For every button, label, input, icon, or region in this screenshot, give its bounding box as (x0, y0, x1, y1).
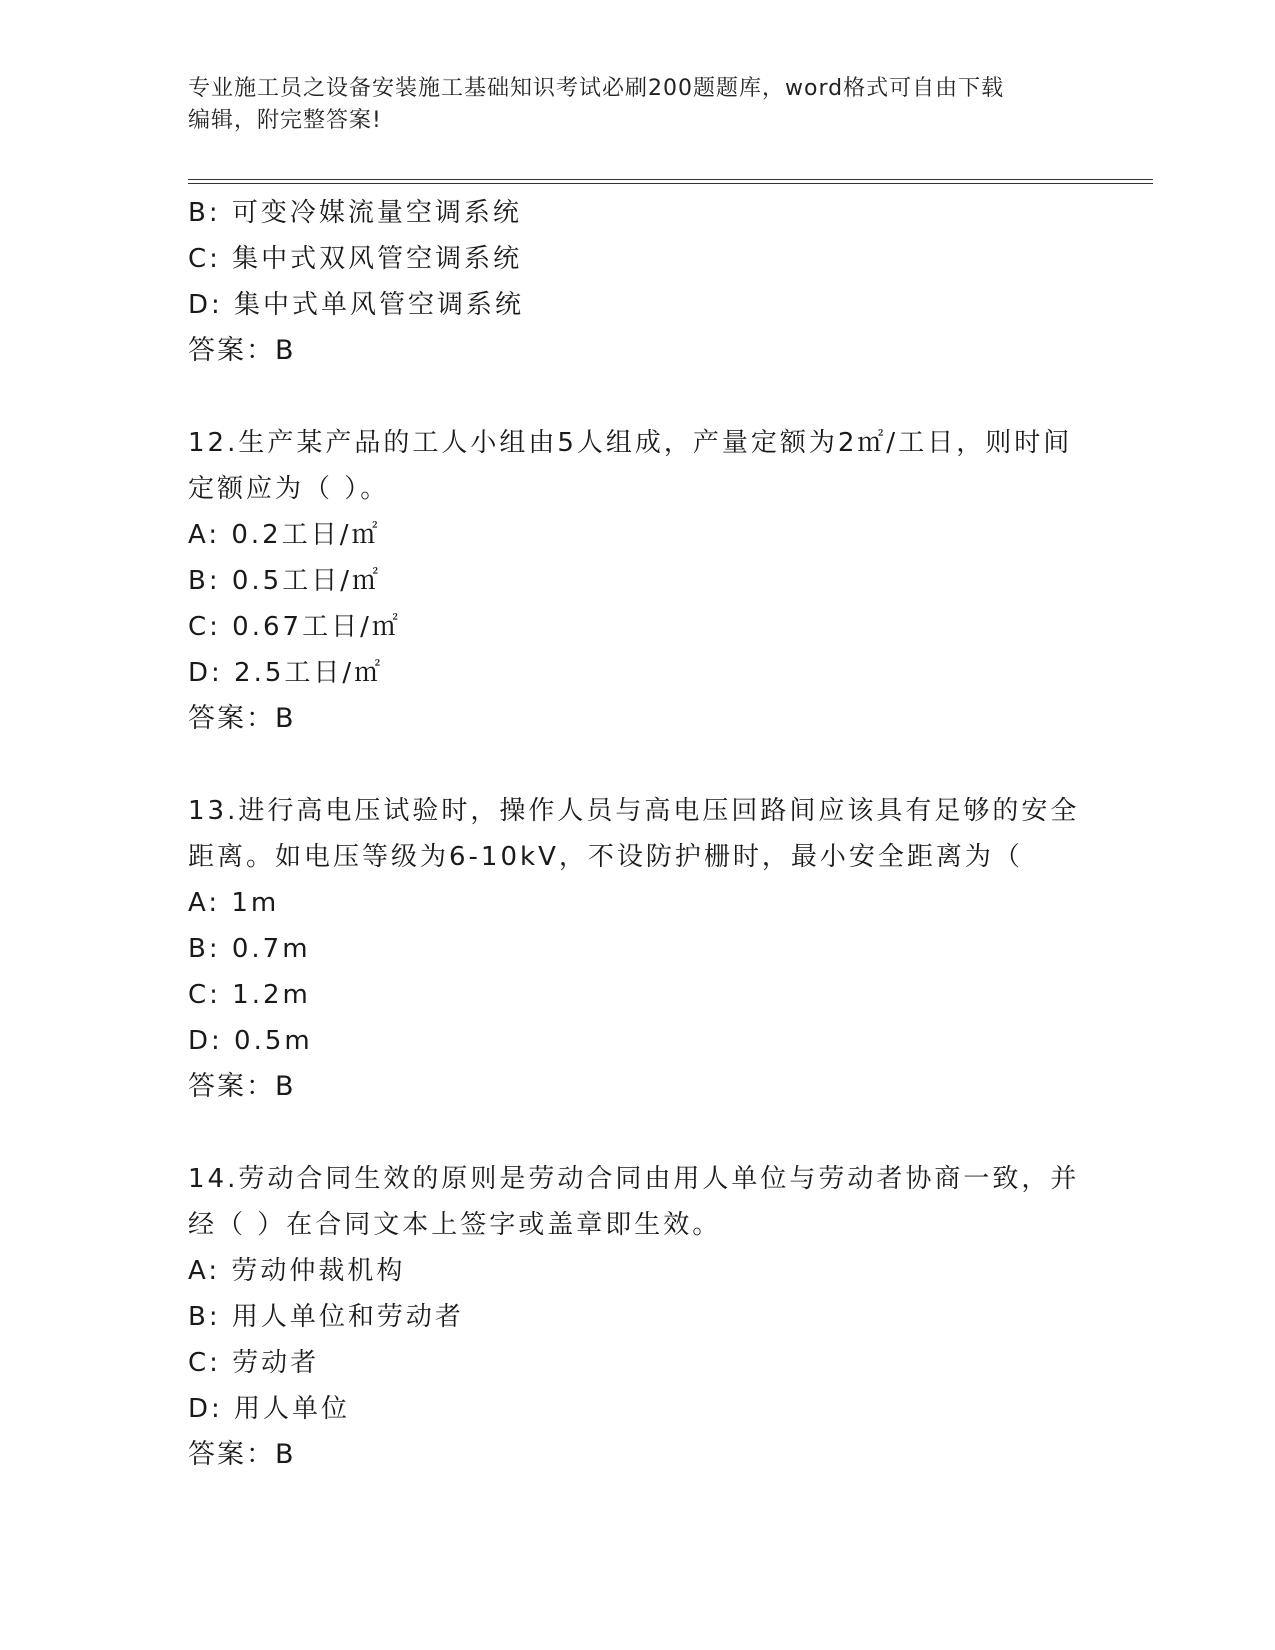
answer: 答案：B (188, 335, 296, 366)
option-d: D: 0.5m (188, 1026, 313, 1056)
option-b: B: 0.7m (188, 934, 311, 964)
option-d: D: 2.5工日/㎡ (188, 658, 384, 688)
question-12 (188, 420, 1088, 742)
question-list (188, 190, 1088, 1478)
question-stem: 12.生产某产品的工人小组由5人组成，产量定额为2㎡/工日，则时间 (188, 428, 1073, 458)
question-13 (188, 788, 1088, 1110)
header-divider (188, 179, 1153, 184)
option-b: B: 可变冷媒流量空调系统 (188, 198, 522, 228)
option-a: A: 劳动仲裁机构 (188, 1256, 406, 1286)
option-d: D: 集中式单风管空调系统 (188, 290, 525, 320)
question-stem: 经（ ）在合同文本上签字或盖章即生效。 (188, 1210, 722, 1240)
question-11 (188, 190, 1088, 374)
option-d: D: 用人单位 (188, 1394, 351, 1424)
spacer (188, 1110, 1088, 1156)
option-c: C: 劳动者 (188, 1348, 320, 1378)
option-b: B: 用人单位和劳动者 (188, 1302, 464, 1332)
question-14 (188, 1156, 1088, 1478)
spacer (188, 742, 1088, 788)
answer: 答案：B (188, 703, 296, 734)
question-stem: 距离。如电压等级为6-10kV，不设防护栅时，最小安全距离为（ (188, 842, 1023, 872)
answer: 答案：B (188, 1071, 296, 1102)
question-stem: 14.劳动合同生效的原则是劳动合同由用人单位与劳动者协商一致，并 (188, 1164, 1080, 1194)
header-line-2: 编辑，附完整答案! (188, 108, 382, 133)
question-stem: 定额应为（ ）。 (188, 474, 390, 504)
option-b: B: 0.5工日/㎡ (188, 566, 381, 596)
question-stem: 13.进行高电压试验时，操作人员与高电压回路间应该具有足够的安全 (188, 796, 1080, 826)
option-c: C: 集中式双风管空调系统 (188, 244, 523, 274)
option-a: A: 0.2工日/㎡ (188, 520, 381, 550)
header-line-1: 专业施工员之设备安装施工基础知识考试必刷200题题库，word格式可自由下载 (188, 76, 1005, 101)
document-header (188, 73, 1088, 137)
option-c: C: 1.2m (188, 980, 311, 1010)
option-c: C: 0.67工日/㎡ (188, 612, 401, 642)
answer: 答案：B (188, 1439, 296, 1470)
option-a: A: 1m (188, 888, 280, 918)
spacer (188, 374, 1088, 420)
